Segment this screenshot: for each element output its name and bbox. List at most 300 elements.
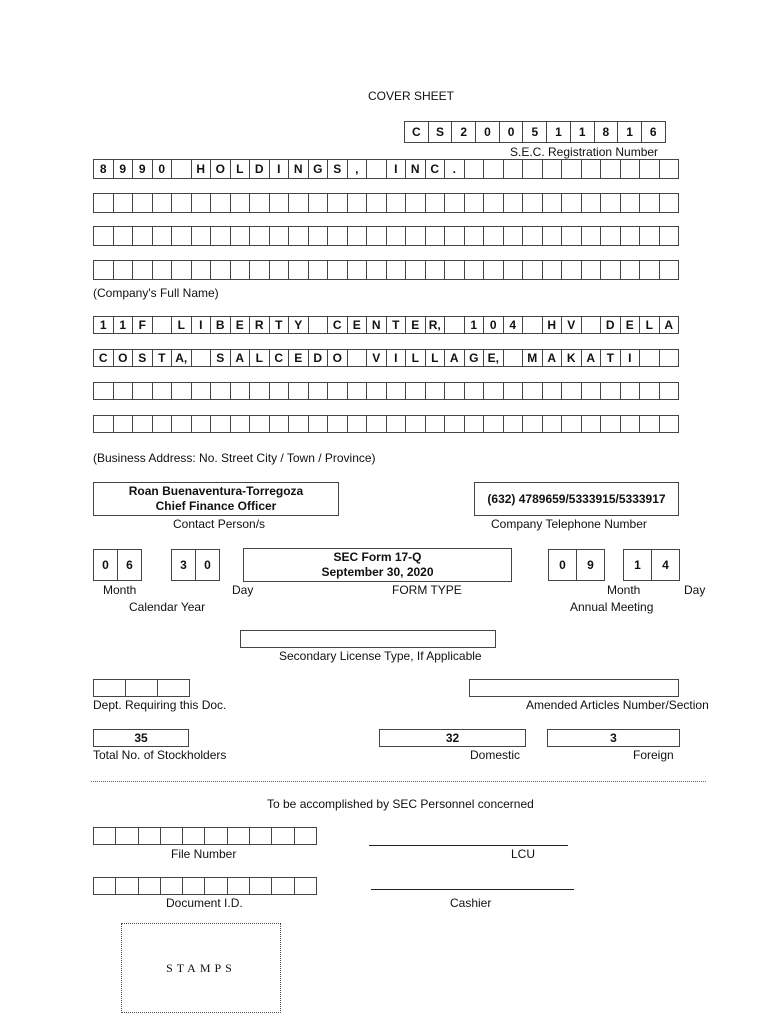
address-row-3: [93, 382, 679, 400]
address-cell: [153, 316, 173, 334]
company-name-cell: [387, 193, 407, 213]
address-cell: R,: [426, 316, 446, 334]
address-cell: [640, 415, 660, 433]
address-cell: [192, 349, 212, 367]
address-cell: [640, 349, 660, 367]
company-name-cell: [484, 159, 504, 179]
address-cell: D: [309, 349, 329, 367]
foreign-box: [547, 729, 680, 747]
company-name-cell: [153, 193, 173, 213]
company-name-cell: O: [211, 159, 231, 179]
company-name-cell: [523, 193, 543, 213]
address-cell: [445, 316, 465, 334]
file-number-cell: [228, 827, 250, 845]
address-cell: [289, 382, 309, 400]
company-name-cell: [289, 260, 309, 280]
dept-cell: [126, 679, 158, 697]
address-cell: D: [601, 316, 621, 334]
address-cell: [387, 382, 407, 400]
file-number-grid: [93, 827, 317, 845]
contact-person-label: Contact Person/s: [173, 517, 266, 531]
sec-registration-cell: S: [429, 121, 453, 143]
document-id-cell: [272, 877, 294, 895]
stamps-box: [121, 923, 281, 1013]
contact-person-box: [93, 482, 339, 516]
company-name-cell: [445, 193, 465, 213]
address-cell: A: [543, 349, 563, 367]
address-cell: C: [270, 349, 290, 367]
company-name-cell: [465, 193, 485, 213]
company-name-cell: [387, 260, 407, 280]
company-name-cell: 8: [94, 159, 114, 179]
address-cell: O: [328, 349, 348, 367]
address-cell: [270, 382, 290, 400]
company-name-label: (Company's Full Name): [93, 286, 219, 300]
address-cell: [660, 382, 680, 400]
document-id-cell: [116, 877, 138, 895]
address-row-4: [93, 415, 679, 433]
company-name-cell: N: [406, 159, 426, 179]
address-cell: L: [640, 316, 660, 334]
company-name-cell: [211, 226, 231, 246]
document-id-cell: [161, 877, 183, 895]
sec-registration-grid: [404, 121, 666, 143]
company-name-cell: [231, 226, 251, 246]
address-cell: [504, 415, 524, 433]
fiscal-month-cell: 0: [94, 549, 118, 581]
company-name-cell: [640, 226, 660, 246]
address-cell: [640, 382, 660, 400]
company-name-cell: I: [270, 159, 290, 179]
company-name-cell: [153, 260, 173, 280]
address-cell: T: [153, 349, 173, 367]
address-cell: [582, 382, 602, 400]
address-cell: N: [367, 316, 387, 334]
company-name-cell: [250, 193, 270, 213]
company-name-cell: [94, 193, 114, 213]
fiscal-day-cell: 3: [172, 549, 196, 581]
company-name-cell: [348, 226, 368, 246]
domestic-box: [379, 729, 526, 747]
company-name-cell: [660, 226, 680, 246]
fiscal-month-grid: [93, 549, 142, 581]
form-type-label: FORM TYPE: [392, 583, 462, 597]
address-cell: [192, 382, 212, 400]
company-name-cell: [367, 159, 387, 179]
company-name-cell: [348, 260, 368, 280]
address-cell: [562, 415, 582, 433]
sec-registration-cell: 5: [523, 121, 547, 143]
company-name-cell: [348, 193, 368, 213]
company-name-cell: [367, 226, 387, 246]
cashier-label: Cashier: [450, 896, 492, 910]
company-name-cell: [660, 260, 680, 280]
company-name-cell: [484, 226, 504, 246]
company-name-cell: [523, 260, 543, 280]
file-number-cell: [295, 827, 317, 845]
address-cell: K: [562, 349, 582, 367]
address-cell: [504, 349, 524, 367]
address-cell: [133, 382, 153, 400]
company-name-cell: [640, 260, 660, 280]
address-cell: R: [250, 316, 270, 334]
address-cell: [621, 415, 641, 433]
sec-registration-cell: 6: [642, 121, 666, 143]
address-cell: 1: [114, 316, 134, 334]
company-name-cell: [153, 226, 173, 246]
company-name-cell: [543, 159, 563, 179]
sec-registration-cell: C: [405, 121, 429, 143]
address-cell: [484, 382, 504, 400]
company-name-cell: [582, 226, 602, 246]
sec-registration-cell: 0: [500, 121, 524, 143]
company-name-cell: [621, 260, 641, 280]
address-cell: [523, 415, 543, 433]
address-cell: [465, 382, 485, 400]
company-name-cell: [445, 260, 465, 280]
company-name-cell: [114, 260, 134, 280]
dept-cell: [158, 679, 190, 697]
file-number-cell: [272, 827, 294, 845]
address-cell: C: [328, 316, 348, 334]
company-name-row-2: [93, 193, 679, 213]
company-name-cell: [523, 226, 543, 246]
address-cell: E: [406, 316, 426, 334]
address-cell: [172, 415, 192, 433]
company-name-cell: [270, 226, 290, 246]
document-id-cell: [295, 877, 317, 895]
foreign-value: 3: [610, 730, 617, 745]
company-name-cell: [289, 193, 309, 213]
address-cell: [660, 349, 680, 367]
company-name-cell: [640, 159, 660, 179]
address-cell: [426, 415, 446, 433]
company-name-cell: [504, 226, 524, 246]
page-title: COVER SHEET: [368, 89, 455, 103]
secondary-license-box: [240, 630, 496, 648]
sec-registration-cell: 2: [452, 121, 476, 143]
address-cell: V: [367, 349, 387, 367]
address-cell: [348, 415, 368, 433]
amended-articles-label: Amended Articles Number/Section: [526, 698, 709, 712]
company-name-cell: [504, 159, 524, 179]
company-name-cell: [601, 226, 621, 246]
address-cell: [153, 382, 173, 400]
company-name-cell: [582, 159, 602, 179]
company-name-cell: [582, 260, 602, 280]
address-cell: [543, 415, 563, 433]
address-cell: [328, 382, 348, 400]
company-name-cell: [387, 226, 407, 246]
company-name-cell: [543, 226, 563, 246]
company-name-cell: [114, 193, 134, 213]
company-name-cell: [543, 193, 563, 213]
address-cell: A: [231, 349, 251, 367]
address-cell: L: [406, 349, 426, 367]
domestic-value: 32: [445, 730, 460, 745]
company-name-row-1: [93, 159, 679, 179]
meeting-month-cell: 0: [549, 549, 577, 581]
company-name-cell: [289, 226, 309, 246]
company-name-cell: [231, 260, 251, 280]
company-name-cell: L: [231, 159, 251, 179]
address-cell: [114, 415, 134, 433]
company-name-cell: [562, 260, 582, 280]
sec-registration-cell: 1: [618, 121, 642, 143]
total-stockholders-box: [93, 729, 189, 747]
fiscal-month-label: Month: [103, 583, 137, 597]
address-cell: [523, 382, 543, 400]
calendar-year-label: Calendar Year: [129, 600, 206, 614]
company-name-cell: [309, 193, 329, 213]
company-name-cell: [445, 226, 465, 246]
total-stockholders-label: Total No. of Stockholders: [93, 748, 227, 762]
company-name-cell: [621, 193, 641, 213]
company-name-cell: [621, 226, 641, 246]
meeting-month-cell: 9: [577, 549, 605, 581]
address-cell: [348, 382, 368, 400]
company-name-cell: .: [445, 159, 465, 179]
company-name-cell: [465, 260, 485, 280]
address-cell: A: [582, 349, 602, 367]
address-cell: 4: [504, 316, 524, 334]
company-name-cell: [484, 193, 504, 213]
company-name-cell: D: [250, 159, 270, 179]
fiscal-day-label: Day: [232, 583, 254, 597]
company-name-cell: [133, 260, 153, 280]
company-name-cell: [640, 193, 660, 213]
domestic-label: Domestic: [470, 748, 521, 762]
company-name-cell: [133, 226, 153, 246]
company-name-cell: [406, 193, 426, 213]
address-cell: [582, 415, 602, 433]
address-cell: B: [211, 316, 231, 334]
sec-personnel-heading: To be accomplished by SEC Personnel concerned: [267, 797, 534, 811]
document-id-grid: [93, 877, 317, 895]
address-cell: [250, 382, 270, 400]
company-name-cell: 9: [133, 159, 153, 179]
company-name-cell: [543, 260, 563, 280]
company-name-cell: I: [387, 159, 407, 179]
company-name-cell: G: [309, 159, 329, 179]
meeting-day-grid: [623, 549, 680, 581]
fiscal-day-cell: 0: [196, 549, 220, 581]
address-cell: [231, 415, 251, 433]
document-id-cell: [183, 877, 205, 895]
address-cell: E: [621, 316, 641, 334]
file-number-cell: [250, 827, 272, 845]
company-name-cell: [328, 193, 348, 213]
address-cell: [94, 415, 114, 433]
company-name-cell: [562, 159, 582, 179]
company-name-cell: [601, 159, 621, 179]
address-cell: E: [348, 316, 368, 334]
company-name-cell: [172, 226, 192, 246]
address-cell: 1: [465, 316, 485, 334]
address-cell: [309, 382, 329, 400]
lcu-label: LCU: [511, 847, 536, 861]
address-cell: E: [289, 349, 309, 367]
address-cell: T: [387, 316, 407, 334]
company-name-cell: [465, 226, 485, 246]
company-name-cell: [504, 260, 524, 280]
address-cell: A,: [172, 349, 192, 367]
address-cell: S: [211, 349, 231, 367]
address-cell: [328, 415, 348, 433]
file-number-cell: [116, 827, 138, 845]
lcu-line: [369, 845, 568, 846]
company-name-cell: [309, 226, 329, 246]
document-id-cell: [139, 877, 161, 895]
address-cell: [250, 415, 270, 433]
company-name-cell: [114, 226, 134, 246]
address-cell: [484, 415, 504, 433]
company-name-cell: ,: [348, 159, 368, 179]
meeting-day-cell: 1: [624, 549, 652, 581]
address-cell: [94, 382, 114, 400]
company-name-cell: [250, 226, 270, 246]
address-cell: 1: [94, 316, 114, 334]
address-cell: [562, 382, 582, 400]
company-name-cell: [211, 260, 231, 280]
address-cell: [114, 382, 134, 400]
contact-position: Chief Finance Officer: [155, 499, 277, 513]
file-number-cell: [161, 827, 183, 845]
address-cell: [543, 382, 563, 400]
meeting-day-label: Day: [684, 583, 706, 597]
company-name-cell: [367, 260, 387, 280]
company-name-cell: [406, 226, 426, 246]
company-name-row-4: [93, 260, 679, 280]
company-name-cell: [172, 159, 192, 179]
company-name-cell: [172, 260, 192, 280]
company-name-cell: [211, 193, 231, 213]
company-name-cell: [192, 260, 212, 280]
address-cell: C: [94, 349, 114, 367]
meeting-day-cell: 4: [652, 549, 680, 581]
company-name-cell: [484, 260, 504, 280]
address-cell: [367, 415, 387, 433]
address-cell: A: [445, 349, 465, 367]
address-cell: [582, 316, 602, 334]
meeting-month-grid: [548, 549, 605, 581]
document-id-cell: [250, 877, 272, 895]
address-cell: [387, 415, 407, 433]
address-cell: [309, 415, 329, 433]
document-id-label: Document I.D.: [166, 896, 243, 910]
address-cell: [231, 382, 251, 400]
company-name-cell: C: [426, 159, 446, 179]
address-cell: I: [387, 349, 407, 367]
company-name-cell: [562, 226, 582, 246]
company-name-cell: [465, 159, 485, 179]
file-number-cell: [205, 827, 227, 845]
address-cell: T: [601, 349, 621, 367]
annual-meeting-label: Annual Meeting: [570, 600, 654, 614]
address-cell: [523, 316, 543, 334]
company-name-cell: 0: [153, 159, 173, 179]
address-cell: V: [562, 316, 582, 334]
fiscal-month-cell: 6: [118, 549, 142, 581]
address-cell: I: [621, 349, 641, 367]
address-cell: [465, 415, 485, 433]
address-label: (Business Address: No. Street City / Town / Province): [93, 451, 376, 465]
form-type-line2: September 30, 2020: [321, 565, 434, 579]
address-cell: [445, 415, 465, 433]
company-name-cell: [270, 193, 290, 213]
company-name-cell: [601, 193, 621, 213]
address-cell: L: [426, 349, 446, 367]
company-name-cell: N: [289, 159, 309, 179]
dept-grid: [93, 679, 190, 697]
telephone-box: [474, 482, 679, 516]
company-name-cell: [94, 226, 114, 246]
sec-registration-cell: 8: [595, 121, 619, 143]
company-name-cell: [309, 260, 329, 280]
dept-label: Dept. Requiring this Doc.: [93, 698, 227, 712]
company-name-cell: [601, 260, 621, 280]
address-row-1: [93, 316, 679, 334]
address-cell: [406, 382, 426, 400]
address-cell: 0: [484, 316, 504, 334]
telephone-label: Company Telephone Number: [491, 517, 647, 531]
company-name-cell: [504, 193, 524, 213]
company-name-cell: [192, 193, 212, 213]
company-name-cell: S: [328, 159, 348, 179]
document-id-cell: [205, 877, 227, 895]
dept-cell: [94, 679, 126, 697]
company-name-cell: [270, 260, 290, 280]
stamps-label: STAMPS: [166, 960, 236, 975]
cashier-line: [371, 889, 574, 890]
telephone-value: (632) 4789659/5333915/5333917: [487, 491, 666, 506]
address-cell: E: [231, 316, 251, 334]
sec-registration-cell: 1: [571, 121, 595, 143]
address-cell: Y: [289, 316, 309, 334]
address-cell: E,: [484, 349, 504, 367]
address-cell: H: [543, 316, 563, 334]
company-name-cell: [328, 260, 348, 280]
address-cell: [426, 382, 446, 400]
company-name-cell: [406, 260, 426, 280]
address-cell: [621, 382, 641, 400]
total-stockholders-value: 35: [134, 730, 148, 745]
address-cell: M: [523, 349, 543, 367]
secondary-license-label: Secondary License Type, If Applicable: [279, 649, 482, 663]
company-name-cell: [250, 260, 270, 280]
address-row-2: [93, 349, 679, 367]
file-number-cell: [183, 827, 205, 845]
address-cell: [309, 316, 329, 334]
meeting-month-label: Month: [607, 583, 641, 597]
company-name-cell: [328, 226, 348, 246]
company-name-cell: [426, 260, 446, 280]
company-name-cell: [426, 193, 446, 213]
contact-name: Roan Buenaventura-Torregoza: [128, 484, 304, 498]
address-cell: I: [192, 316, 212, 334]
company-name-cell: [426, 226, 446, 246]
sec-registration-cell: 1: [547, 121, 571, 143]
company-name-cell: 9: [114, 159, 134, 179]
address-cell: A: [660, 316, 680, 334]
address-cell: [601, 415, 621, 433]
address-cell: [601, 382, 621, 400]
address-cell: [153, 415, 173, 433]
company-name-row-3: [93, 226, 679, 246]
address-cell: T: [270, 316, 290, 334]
address-cell: L: [172, 316, 192, 334]
document-id-cell: [94, 877, 116, 895]
